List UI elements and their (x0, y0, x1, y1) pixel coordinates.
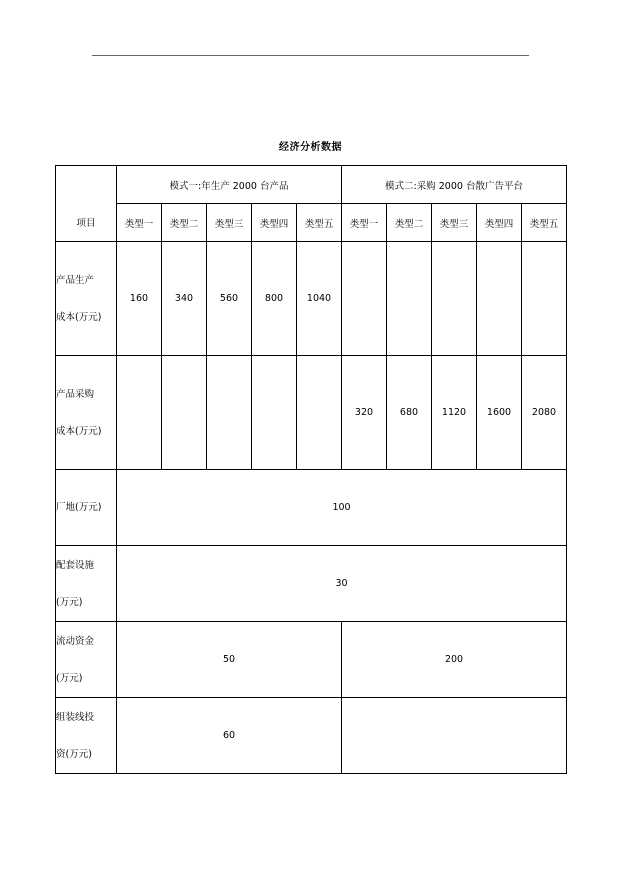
working-capital-label (56, 622, 117, 698)
assembly-line-label-line2: 资(万元) (56, 748, 92, 760)
empty-cell (117, 356, 162, 470)
assembly-line-label (56, 698, 117, 774)
mode1-header: 模式一:年生产 2000 台产品 (169, 180, 289, 192)
assembly-line-label-line1: 组装线投 (56, 711, 95, 723)
item-header-cell (56, 166, 117, 242)
plant-label-line1: 厂地(万元) (56, 502, 102, 513)
purchase-cost-row (56, 356, 567, 470)
facilities-label (56, 546, 117, 622)
empty-cell (342, 242, 387, 356)
mode1-header-cell (117, 166, 342, 204)
mode1-type-4: 类型四 (252, 204, 297, 242)
working-capital-label-line1: 流动资金 (56, 635, 95, 647)
economic-analysis-table (55, 165, 567, 774)
mode2-type-2: 类型二 (387, 204, 432, 242)
production-cost-value-2: 340 (162, 242, 207, 356)
item-header: 项目 (76, 218, 96, 229)
empty-cell (432, 242, 477, 356)
empty-cell (162, 356, 207, 470)
facilities-label-line2: (万元) (56, 596, 83, 608)
plant-value: 100 (117, 470, 567, 546)
empty-cell (207, 356, 252, 470)
production-cost-value-5: 1040 (297, 242, 342, 356)
purchase-cost-value-1: 320 (342, 356, 387, 470)
mode2-type-5: 类型五 (522, 204, 567, 242)
assembly-line-mode1-value: 60 (117, 698, 342, 774)
production-cost-label (56, 242, 117, 356)
purchase-cost-value-5: 2080 (522, 356, 567, 470)
mode1-type-2: 类型二 (162, 204, 207, 242)
working-capital-label-line2: (万元) (56, 672, 83, 684)
mode1-type-5: 类型五 (297, 204, 342, 242)
empty-cell (297, 356, 342, 470)
mode2-type-1: 类型一 (342, 204, 387, 242)
working-capital-row (56, 622, 567, 698)
plant-row (56, 470, 567, 546)
purchase-cost-label-line2: 成本(万元) (56, 425, 102, 437)
empty-cell (252, 356, 297, 470)
production-cost-value-1: 160 (117, 242, 162, 356)
facilities-value: 30 (117, 546, 567, 622)
facilities-label-line1: 配套设施 (56, 559, 95, 571)
empty-cell (342, 698, 567, 774)
empty-cell (387, 242, 432, 356)
production-cost-value-3: 560 (207, 242, 252, 356)
production-cost-value-4: 800 (252, 242, 297, 356)
purchase-cost-value-4: 1600 (477, 356, 522, 470)
header-rule (92, 55, 529, 56)
purchase-cost-value-3: 1120 (432, 356, 477, 470)
empty-cell (477, 242, 522, 356)
empty-cell (522, 242, 567, 356)
purchase-cost-label (56, 356, 117, 470)
mode2-type-4: 类型四 (477, 204, 522, 242)
mode1-type-3: 类型三 (207, 204, 252, 242)
purchase-cost-value-2: 680 (387, 356, 432, 470)
mode1-type-1: 类型一 (117, 204, 162, 242)
working-capital-mode1-value: 50 (117, 622, 342, 698)
purchase-cost-label-line1: 产品采购 (56, 388, 95, 400)
document-title: 经济分析数据 (279, 142, 342, 153)
mode2-type-3: 类型三 (432, 204, 477, 242)
production-cost-label-line1: 产品生产 (56, 274, 95, 286)
mode2-header-cell (342, 166, 567, 204)
assembly-line-row (56, 698, 567, 774)
working-capital-mode2-value: 200 (342, 622, 567, 698)
mode2-header: 模式二:采购 2000 台散广告平台 (385, 180, 523, 192)
facilities-row (56, 546, 567, 622)
plant-label (56, 470, 117, 546)
production-cost-row (56, 242, 567, 356)
production-cost-label-line2: 成本(万元) (56, 311, 102, 323)
